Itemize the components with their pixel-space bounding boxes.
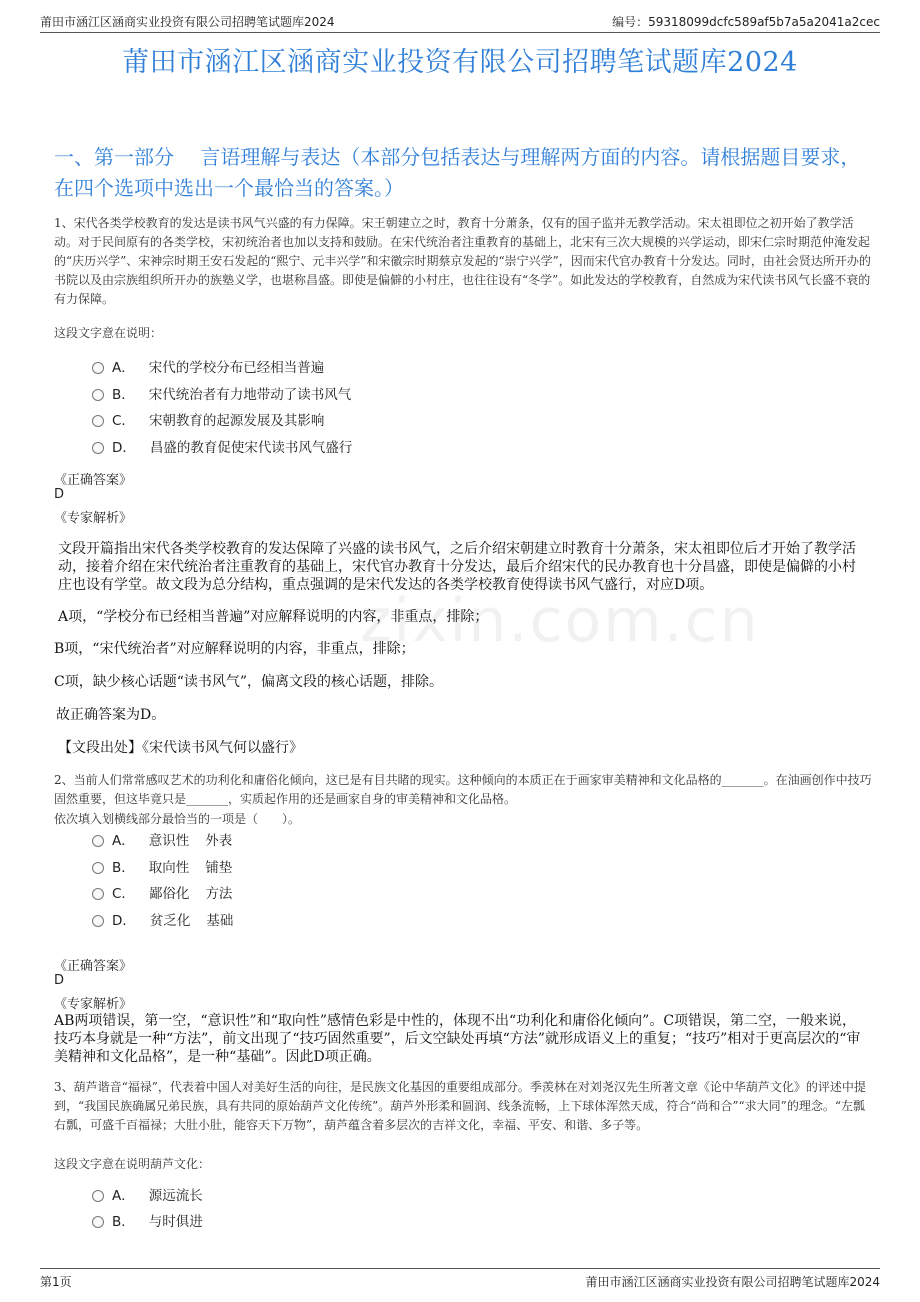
question-2-text: 2、当前人们常常感叹艺术的功利化和庸俗化倾向，这已是有目共睹的现实。这种倾向的本质正在于画家审美精神和文化品格的_______。在油画创作中技巧固然重要，但这毕竟只是_______，实质起作用的还是画家自身的审美精神和文化品格。 [54, 773, 872, 806]
option-second-word: 外表 [205, 833, 233, 849]
option-first-word: 意识性 [148, 833, 190, 849]
analysis-paragraph: A项，“学校分布已经相当普遍”对应解释说明的内容，非重点，排除； [58, 609, 489, 625]
question-3-prompt: 这段文字意在说明葫芦文化： [54, 1157, 211, 1171]
page-footer [40, 1268, 880, 1293]
q2-option-a[interactable] [92, 831, 232, 851]
option-key: D． [112, 440, 136, 456]
option-text: 宋代统治者有力地带动了读书风气 [148, 387, 352, 403]
document-title: 莆田市涵江区涵商实业投资有限公司招聘笔试题库2024 [122, 47, 798, 78]
answer-value: D [54, 973, 65, 988]
answer-label: 《正确答案》 [54, 473, 133, 488]
header-doc-id: 编号：59318099dcfc589af5b7a5a2041a2cec [612, 15, 880, 29]
option-text: 宋代的学校分布已经相当普遍 [148, 360, 325, 376]
option-first-word: 取向性 [148, 860, 190, 876]
source-citation: 【文段出处】《宋代读书风气何以盛行》 [58, 740, 303, 756]
analysis-paragraph: 故正确答案为D。 [56, 707, 166, 723]
q1-option-d[interactable] [92, 438, 352, 458]
section-heading: 一、第一部分 言语理解与表达（本部分包括表达与理解两方面的内容。请根据题目要求，在四个选项中选出一个最恰当的答案。） [54, 145, 861, 200]
option-text: 源远流长 [148, 1188, 203, 1204]
answer-label: 《正确答案》 [54, 959, 133, 974]
radio-icon[interactable] [92, 415, 104, 427]
page-header [40, 10, 880, 33]
option-key: A． [112, 360, 135, 376]
answer-value: D [54, 487, 65, 502]
option-text: 宋朝教育的起源发展及其影响 [148, 413, 325, 429]
analysis-label: 《专家解析》 [54, 511, 133, 526]
radio-icon[interactable] [92, 862, 104, 874]
q2-option-d[interactable] [92, 911, 233, 931]
question-1-text: 1、宋代各类学校教育的发达是读书风气兴盛的有力保障。宋王朝建立之时，教育十分萧条，仅有的国子监并无教学活动。宋太祖即位之初开始了教学活动。对于民间原有的各类学校，宋初统治者也加以支持和鼓励。在宋代统治者注重教育的基础上，北宋有三次大规模的兴学运动，即宋仁宗时期范仲淹发起的“庆历兴学”、宋神宗时期王安石发起的“熙宁、元丰兴学”和宋徽宗时期蔡京发起的“崇宁兴学”，因而宋代官办教育十分发达。同时，由社会贤达所开办的书院以及由宗族组织所开办的族塾义学，也堪称昌盛。即使是偏僻的小村庄，也往往设有“冬学”。如此发达的学校教育，自然成为宋代读书风气长盛不衰的有力保障。 [54, 216, 871, 306]
q1-option-a[interactable] [92, 358, 324, 378]
option-second-word: 基础 [206, 913, 234, 929]
radio-icon[interactable] [92, 1190, 104, 1202]
q2-option-c[interactable] [92, 884, 232, 904]
q1-option-b[interactable] [92, 385, 351, 405]
analysis-paragraph: B项，“宋代统治者”对应解释说明的内容，非重点，排除； [54, 641, 415, 657]
option-key: B． [112, 387, 135, 403]
option-first-word: 贫乏化 [149, 913, 191, 929]
radio-icon[interactable] [92, 888, 104, 900]
option-text: 昌盛的教育促使宋代读书风气盛行 [149, 440, 353, 456]
radio-icon[interactable] [92, 1216, 104, 1228]
option-first-word: 鄙俗化 [148, 886, 190, 902]
question-1-prompt: 这段文字意在说明： [54, 326, 163, 340]
analysis-paragraph: AB两项错误，第一空，“意识性”和“取向性”感情色彩是中性的，体现不出“功利化和庸俗化倾向”。C项错误，第二空，一般来说，技巧本身就是一种“方法”，前文出现了“技巧固然重要”，后文空缺处再填“方法”就形成语义上的重复；“技巧”相对于更高层次的“审美精神和文化品格”，是一种“基础”。因此D项正确。 [54, 1013, 861, 1065]
watermark: zixin.com.cn [360, 586, 760, 656]
option-key: D． [112, 913, 136, 929]
option-second-word: 方法 [205, 886, 233, 902]
option-key: A． [112, 1188, 135, 1204]
option-key: B． [112, 860, 135, 876]
question-3-text: 3、葫芦谐音“福禄”，代表着中国人对美好生活的向往，是民族文化基因的重要组成部分。季羡林在对刘尧汉先生所著文章《论中华葫芦文化》的评述中提到，“我国民族确属兄弟民族，具有共同的原始葫芦文化传统”。葫芦外形柔和圆润、线条流畅，上下球体浑然天成，符合“尚和合”“求大同”的理念。“左瓢右瓢，可盛千百福禄；大肚小肚，能容天下万物”，葫芦蕴含着多层次的吉祥文化，幸福、平安、和谐、多子等。 [54, 1080, 866, 1132]
header-doc-title: 莆田市涵江区涵商实业投资有限公司招聘笔试题库2024 [40, 15, 335, 29]
radio-icon[interactable] [92, 442, 104, 454]
analysis-paragraph: C项，缺少核心话题“读书风气”，偏离文段的核心话题，排除。 [54, 674, 444, 690]
option-key: C． [112, 413, 135, 429]
radio-icon[interactable] [92, 835, 104, 847]
radio-icon[interactable] [92, 362, 104, 374]
q3-option-a[interactable] [92, 1186, 203, 1206]
q3-option-b[interactable] [92, 1212, 203, 1232]
option-second-word: 铺垫 [205, 860, 233, 876]
radio-icon[interactable] [92, 389, 104, 401]
radio-icon[interactable] [92, 915, 104, 927]
page-number: 第1页 [40, 1275, 72, 1289]
q1-option-c[interactable] [92, 411, 324, 431]
option-key: B． [112, 1214, 135, 1230]
analysis-paragraph: 文段开篇指出宋代各类学校教育的发达保障了兴盛的读书风气，之后介绍宋朝建立时教育十分萧条，宋太祖即位后才开始了教学活动，接着介绍在宋代统治者注重教育的基础上，宋代官办教育十分发达，最后介绍宋代的民办教育也十分昌盛，即使是偏僻的小村庄也设有学堂。故文段为总分结构，重点强调的是宋代发达的各类学校教育使得读书风气盛行，对应D项。 [58, 541, 856, 593]
footer-doc-title: 莆田市涵江区涵商实业投资有限公司招聘笔试题库2024 [585, 1275, 880, 1289]
analysis-label: 《专家解析》 [54, 997, 133, 1012]
option-key: A． [112, 833, 135, 849]
q2-option-b[interactable] [92, 858, 232, 878]
option-key: C． [112, 886, 135, 902]
question-2-prompt: 依次填入划横线部分最恰当的一项是（ ）。 [54, 812, 301, 826]
option-text: 与时俱进 [148, 1214, 203, 1230]
